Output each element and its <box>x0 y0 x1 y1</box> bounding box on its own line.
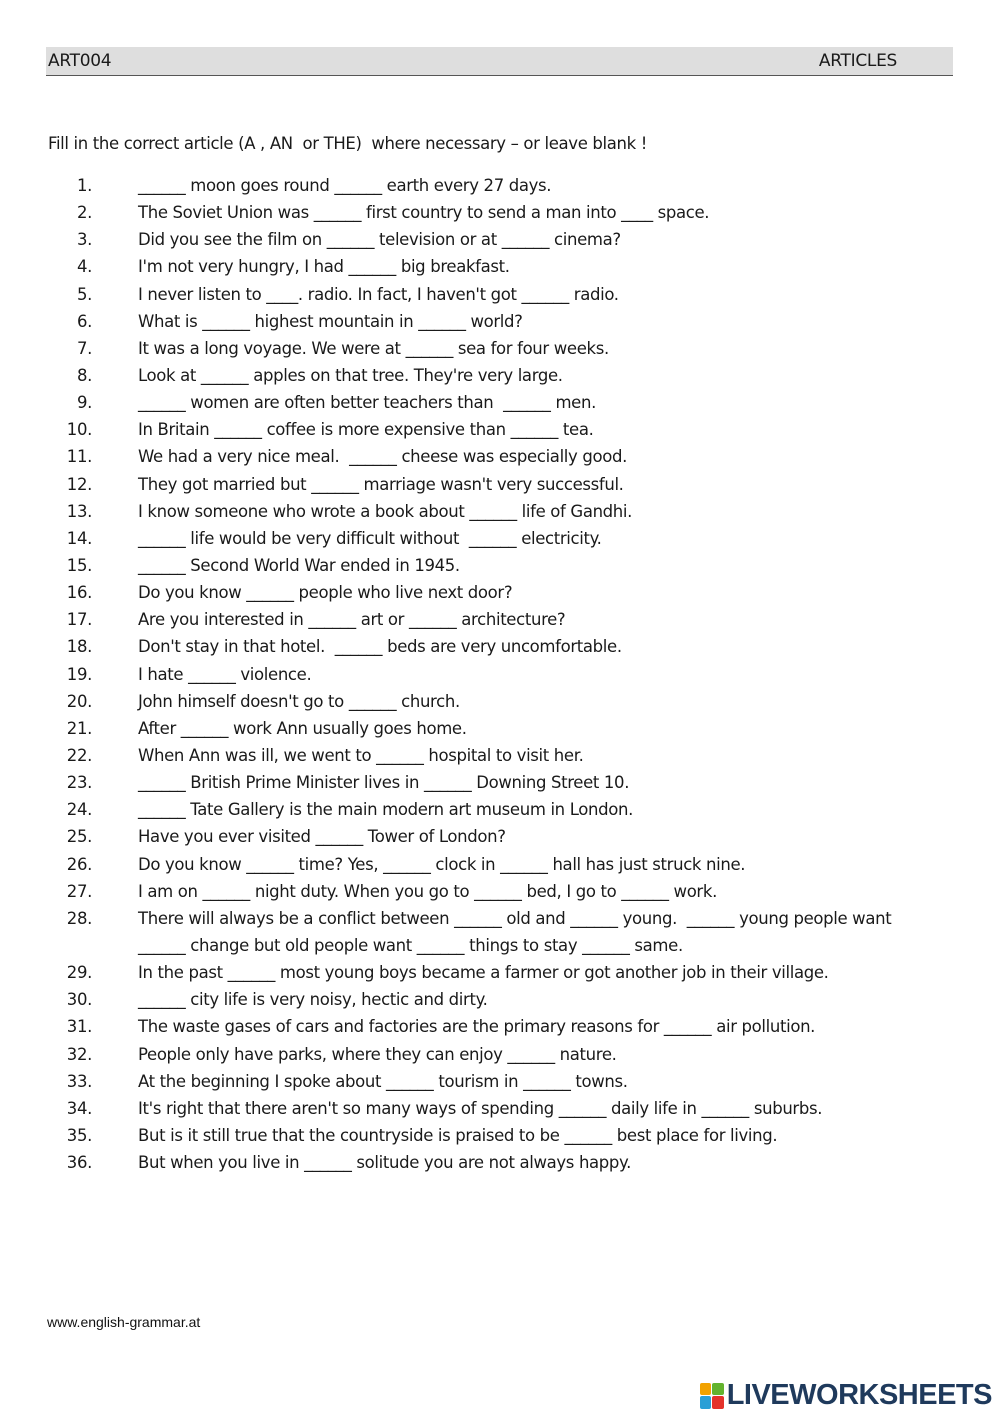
item-sentence: I hate ______ violence. <box>138 664 312 684</box>
exercise-item <box>0 661 1000 688</box>
item-number: 17. <box>66 610 92 630</box>
exercise-item <box>0 742 1000 769</box>
exercise-item <box>0 281 1000 308</box>
item-number: 34. <box>66 1098 92 1118</box>
exercise-item <box>0 633 1000 660</box>
item-number: 36. <box>66 1153 92 1173</box>
item-number: 23. <box>66 773 92 793</box>
item-number: 2. <box>76 203 92 223</box>
liveworksheets-logo-icon <box>700 1383 724 1409</box>
exercise-item <box>0 1013 1000 1040</box>
exercise-item <box>0 389 1000 416</box>
item-number: 5. <box>76 284 92 304</box>
item-sentence: ______ city life is very noisy, hectic and dirty. <box>138 990 488 1010</box>
item-number: 8. <box>76 365 92 385</box>
exercise-item <box>0 443 1000 470</box>
item-sentence: The Soviet Union was ______ first country to send a man into ____ space. <box>138 203 710 223</box>
item-sentence: Do you know ______ time? Yes, ______ clock in ______ hall has just struck nine. <box>138 854 746 874</box>
exercise-item <box>0 253 1000 280</box>
item-number: 9. <box>76 393 92 413</box>
item-sentence: They got married but ______ marriage wasn't very successful. <box>138 474 624 494</box>
exercise-item <box>0 552 1000 579</box>
footer-website: www.english-grammar.at <box>47 1314 201 1330</box>
exercise-item <box>0 688 1000 715</box>
item-number: 26. <box>66 854 92 874</box>
item-sentence: Are you interested in ______ art or ______ architecture? <box>138 610 566 630</box>
worksheet-topic: ARTICLES <box>818 51 897 71</box>
exercise-item <box>0 579 1000 606</box>
item-number: 13. <box>66 501 92 521</box>
item-sentence: In the past ______ most young boys became a farmer or got another job in their village. <box>138 963 829 983</box>
exercise-item <box>0 606 1000 633</box>
exercise-item <box>0 416 1000 443</box>
exercise-item <box>0 1068 1000 1095</box>
item-sentence: ______ life would be very difficult without ______ electricity. <box>138 528 602 548</box>
exercise-item <box>0 1041 1000 1068</box>
exercise-list <box>0 172 1000 1176</box>
item-sentence: The waste gases of cars and factories are the primary reasons for ______ air pollution. <box>138 1017 816 1037</box>
item-number: 31. <box>66 1017 92 1037</box>
exercise-item <box>0 362 1000 389</box>
item-sentence: In Britain ______ coffee is more expensive than ______ tea. <box>138 420 594 440</box>
item-number: 4. <box>76 257 92 277</box>
item-sentence: John himself doesn't go to ______ church. <box>138 691 460 711</box>
item-sentence: I never listen to ____. radio. In fact, I haven't got ______ radio. <box>138 284 619 304</box>
item-sentence: But is it still true that the countryside is praised to be ______ best place for living. <box>138 1125 778 1145</box>
item-number: 18. <box>66 637 92 657</box>
item-number: 16. <box>66 583 92 603</box>
exercise-item <box>0 878 1000 905</box>
exercise-item <box>0 308 1000 335</box>
brand-name: LIVEWORKSHEETS <box>726 1379 992 1411</box>
item-number: 29. <box>66 963 92 983</box>
item-sentence: It was a long voyage. We were at ______ sea for four weeks. <box>138 338 609 358</box>
page-header <box>46 47 953 76</box>
item-sentence: What is ______ highest mountain in ______ world? <box>138 311 523 331</box>
item-number: 21. <box>66 718 92 738</box>
exercise-item <box>0 905 1000 959</box>
item-sentence: There will always be a conflict between ______ old and ______ young. ______ young people want ______ change but old people want ______ things to stay ______ same. <box>138 908 897 955</box>
item-sentence: At the beginning I spoke about ______ tourism in ______ towns. <box>138 1071 628 1091</box>
item-sentence: Don't stay in that hotel. ______ beds are very uncomfortable. <box>138 637 622 657</box>
item-sentence: I am on ______ night duty. When you go to ______ bed, I go to ______ work. <box>138 881 717 901</box>
instruction-text: Fill in the correct article (A , AN or THE) where necessary – or leave blank ! <box>48 134 647 153</box>
item-sentence: ______ Tate Gallery is the main modern art museum in London. <box>138 800 633 820</box>
item-sentence: Have you ever visited ______ Tower of London? <box>138 827 506 847</box>
item-number: 1. <box>76 176 92 195</box>
exercise-item <box>0 1149 1000 1176</box>
item-number: 20. <box>66 691 92 711</box>
item-sentence: ______ women are often better teachers than ______ men. <box>138 393 596 413</box>
exercise-item <box>0 525 1000 552</box>
exercise-item <box>0 715 1000 742</box>
exercise-item <box>0 959 1000 986</box>
item-number: 35. <box>66 1125 92 1145</box>
item-number: 33. <box>66 1071 92 1091</box>
exercise-item <box>0 199 1000 226</box>
exercise-item <box>0 172 1000 199</box>
item-number: 19. <box>66 664 92 684</box>
exercise-item <box>0 498 1000 525</box>
item-sentence: But when you live in ______ solitude you are not always happy. <box>138 1153 632 1173</box>
item-number: 10. <box>66 420 92 440</box>
exercise-item <box>0 471 1000 498</box>
item-number: 22. <box>66 745 92 765</box>
item-number: 25. <box>66 827 92 847</box>
item-sentence: When Ann was ill, we went to ______ hospital to visit her. <box>138 745 584 765</box>
exercise-item <box>0 769 1000 796</box>
item-sentence: I know someone who wrote a book about ______ life of Gandhi. <box>138 501 633 521</box>
liveworksheets-brand <box>700 1379 992 1412</box>
item-number: 32. <box>66 1044 92 1064</box>
item-sentence: People only have parks, where they can enjoy ______ nature. <box>138 1044 617 1064</box>
item-sentence: Look at ______ apples on that tree. They're very large. <box>138 365 563 385</box>
exercise-item <box>0 851 1000 878</box>
item-number: 24. <box>66 800 92 820</box>
exercise-item <box>0 1122 1000 1149</box>
exercise-item <box>0 1095 1000 1122</box>
exercise-item <box>0 986 1000 1013</box>
item-sentence: We had a very nice meal. ______ cheese was especially good. <box>138 447 627 467</box>
item-sentence: I'm not very hungry, I had ______ big breakfast. <box>138 257 510 277</box>
item-sentence: Do you know ______ people who live next door? <box>138 583 513 603</box>
item-number: 30. <box>66 990 92 1010</box>
item-sentence: ______ moon goes round ______ earth every 27 days. <box>138 176 552 195</box>
item-number: 11. <box>66 447 92 467</box>
item-sentence: Did you see the film on ______ television or at ______ cinema? <box>138 230 621 250</box>
exercise-item <box>0 226 1000 253</box>
worksheet-code: ART004 <box>48 51 112 71</box>
exercise-item <box>0 823 1000 850</box>
item-sentence: ______ Second World War ended in 1945. <box>138 555 460 575</box>
item-number: 27. <box>66 881 92 901</box>
item-sentence: It's right that there aren't so many ways of spending ______ daily life in ______ suburbs. <box>138 1098 823 1118</box>
item-number: 15. <box>66 555 92 575</box>
item-number: 7. <box>76 338 92 358</box>
item-number: 28. <box>66 908 92 928</box>
item-number: 14. <box>66 528 92 548</box>
exercise-item <box>0 335 1000 362</box>
item-sentence: ______ British Prime Minister lives in ______ Downing Street 10. <box>138 773 630 793</box>
item-number: 3. <box>76 230 92 250</box>
item-number: 12. <box>66 474 92 494</box>
item-number: 6. <box>76 311 92 331</box>
exercise-item <box>0 796 1000 823</box>
item-sentence: After ______ work Ann usually goes home. <box>138 718 467 738</box>
